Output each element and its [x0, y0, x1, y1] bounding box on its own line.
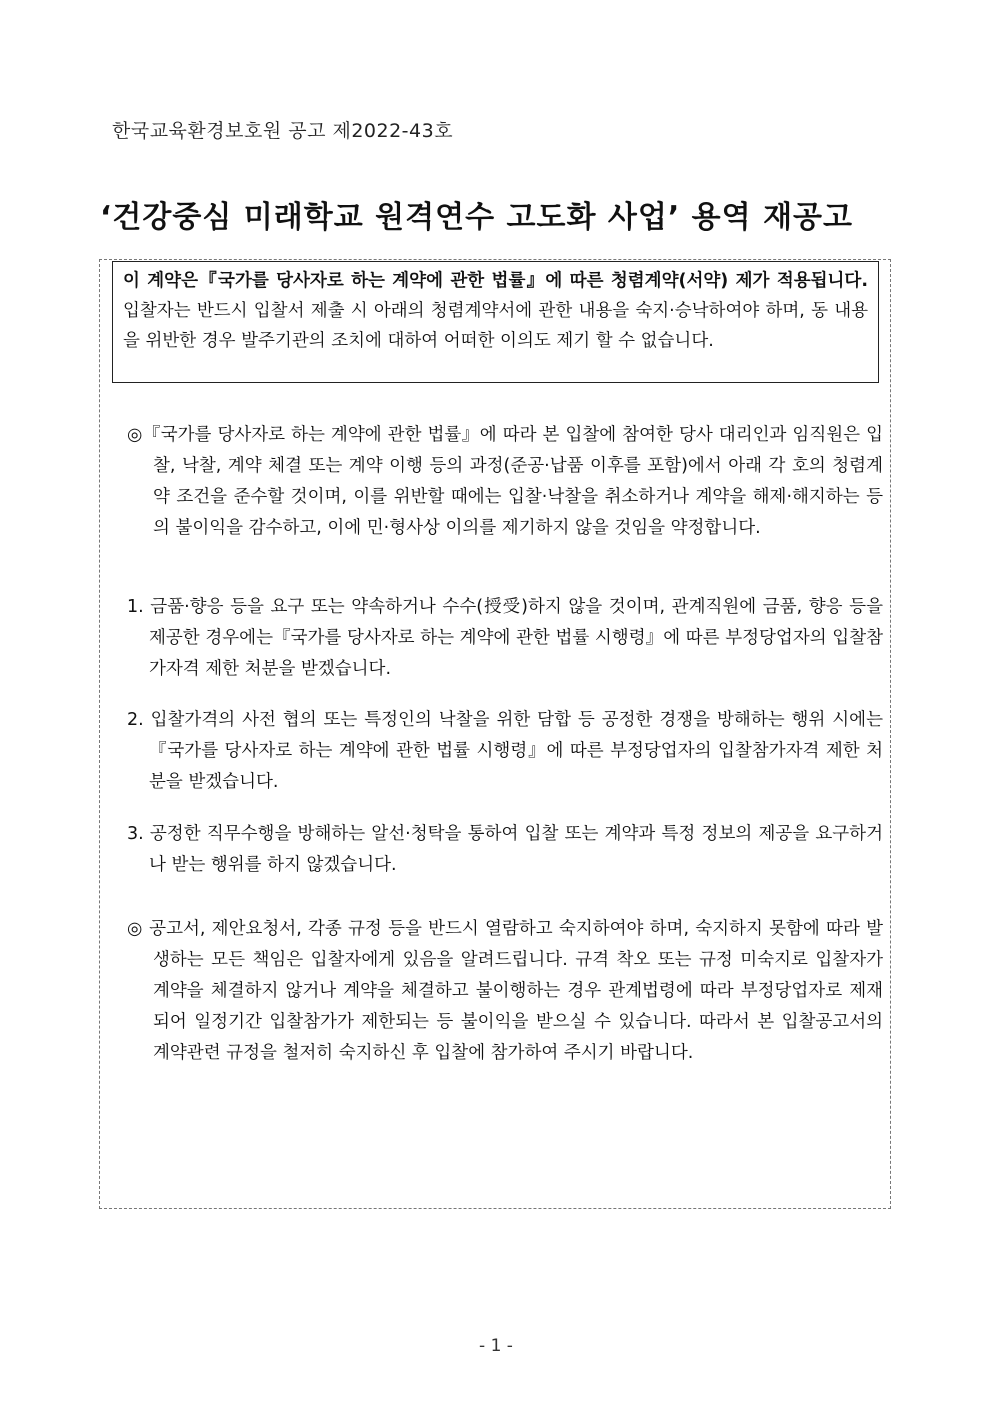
page-number: - 1 -	[479, 1336, 513, 1356]
integrity-contract-notice-box	[112, 261, 879, 383]
pledge-item-2: 2. 입찰가격의 사전 협의 또는 특정인의 낙찰을 위한 담합 등 공정한 경쟁을 방해하는 행위 시에는『국가를 당사자로 하는 계약에 관한 법률 시행령』에 따른 부정당업자의 입찰참가자격 제한 처분을 받겠습니다.	[127, 710, 883, 792]
notice-number: 한국교육환경보호원 공고 제2022-43호	[112, 120, 454, 142]
pledge-item-1: 1. 금품·향응 등을 요구 또는 약속하거나 수수(授受)하지 않을 것이며, 관계직원에 금품, 향응 등을 제공한 경우에는『국가를 당사자로 하는 계약에 관한 법률 시행령』에 따른 부정당업자의 입찰참가자격 제한 처분을 받겠습니다.	[127, 597, 883, 679]
pledge-item-3: 3. 공정한 직무수행을 방해하는 알선·청탁을 통하여 입찰 또는 계약과 특정 정보의 제공을 요구하거나 받는 행위를 하지 않겠습니다.	[127, 824, 883, 875]
notice-bold-text: 이 계약은『국가를 당사자로 하는 계약에 관한 법률』에 따른 청렴계약(서약) 제가 적용됩니다.	[123, 271, 868, 291]
page-title: ‘건강중심 미래학교 원격연수 고도화 사업’ 용역 재공고	[100, 200, 854, 235]
bidder-responsibility-notice: ◎ 공고서, 제안요청서, 각종 규정 등을 반드시 열람하고 숙지하여야 하며, 숙지하지 못함에 따라 발생하는 모든 책임은 입찰자에게 있음을 알려드립니다. 규격 착오 또는 규정 미숙지로 입찰자가 계약을 체결하지 않거나 계약을 체결하고 불이행하는 경우 관계법령에 따라 부정당업자로 제재되어 일정기간 입찰참가가 제한되는 등 불이익을 받으실 수 있습니다. 따라서 본 입찰공고서의 계약관련 규정을 철저히 숙지하신 후 입찰에 참가하여 주시기 바랍니다.	[127, 919, 883, 1063]
notice-text: 입찰자는 반드시 입찰서 제출 시 아래의 청렴계약서에 관한 내용을 숙지·승낙하여야 하며, 동 내용을 위반한 경우 발주기관의 조치에 대하여 어떠한 이의도 제기 할 수 없습니다.	[123, 301, 868, 351]
integrity-pledge-intro: ◎『국가를 당사자로 하는 계약에 관한 법률』에 따라 본 입찰에 참여한 당사 대리인과 임직원은 입찰, 낙찰, 계약 체결 또는 계약 이행 등의 과정(준공·납품 이후를 포함)에서 아래 각 호의 청렴계약 조건을 준수할 것이며, 이를 위반할 때에는 입찰·낙찰을 취소하거나 계약을 해제·해지하는 등의 불이익을 감수하고, 이에 민·형사상 이의를 제기하지 않을 것임을 약정합니다.	[127, 425, 883, 538]
